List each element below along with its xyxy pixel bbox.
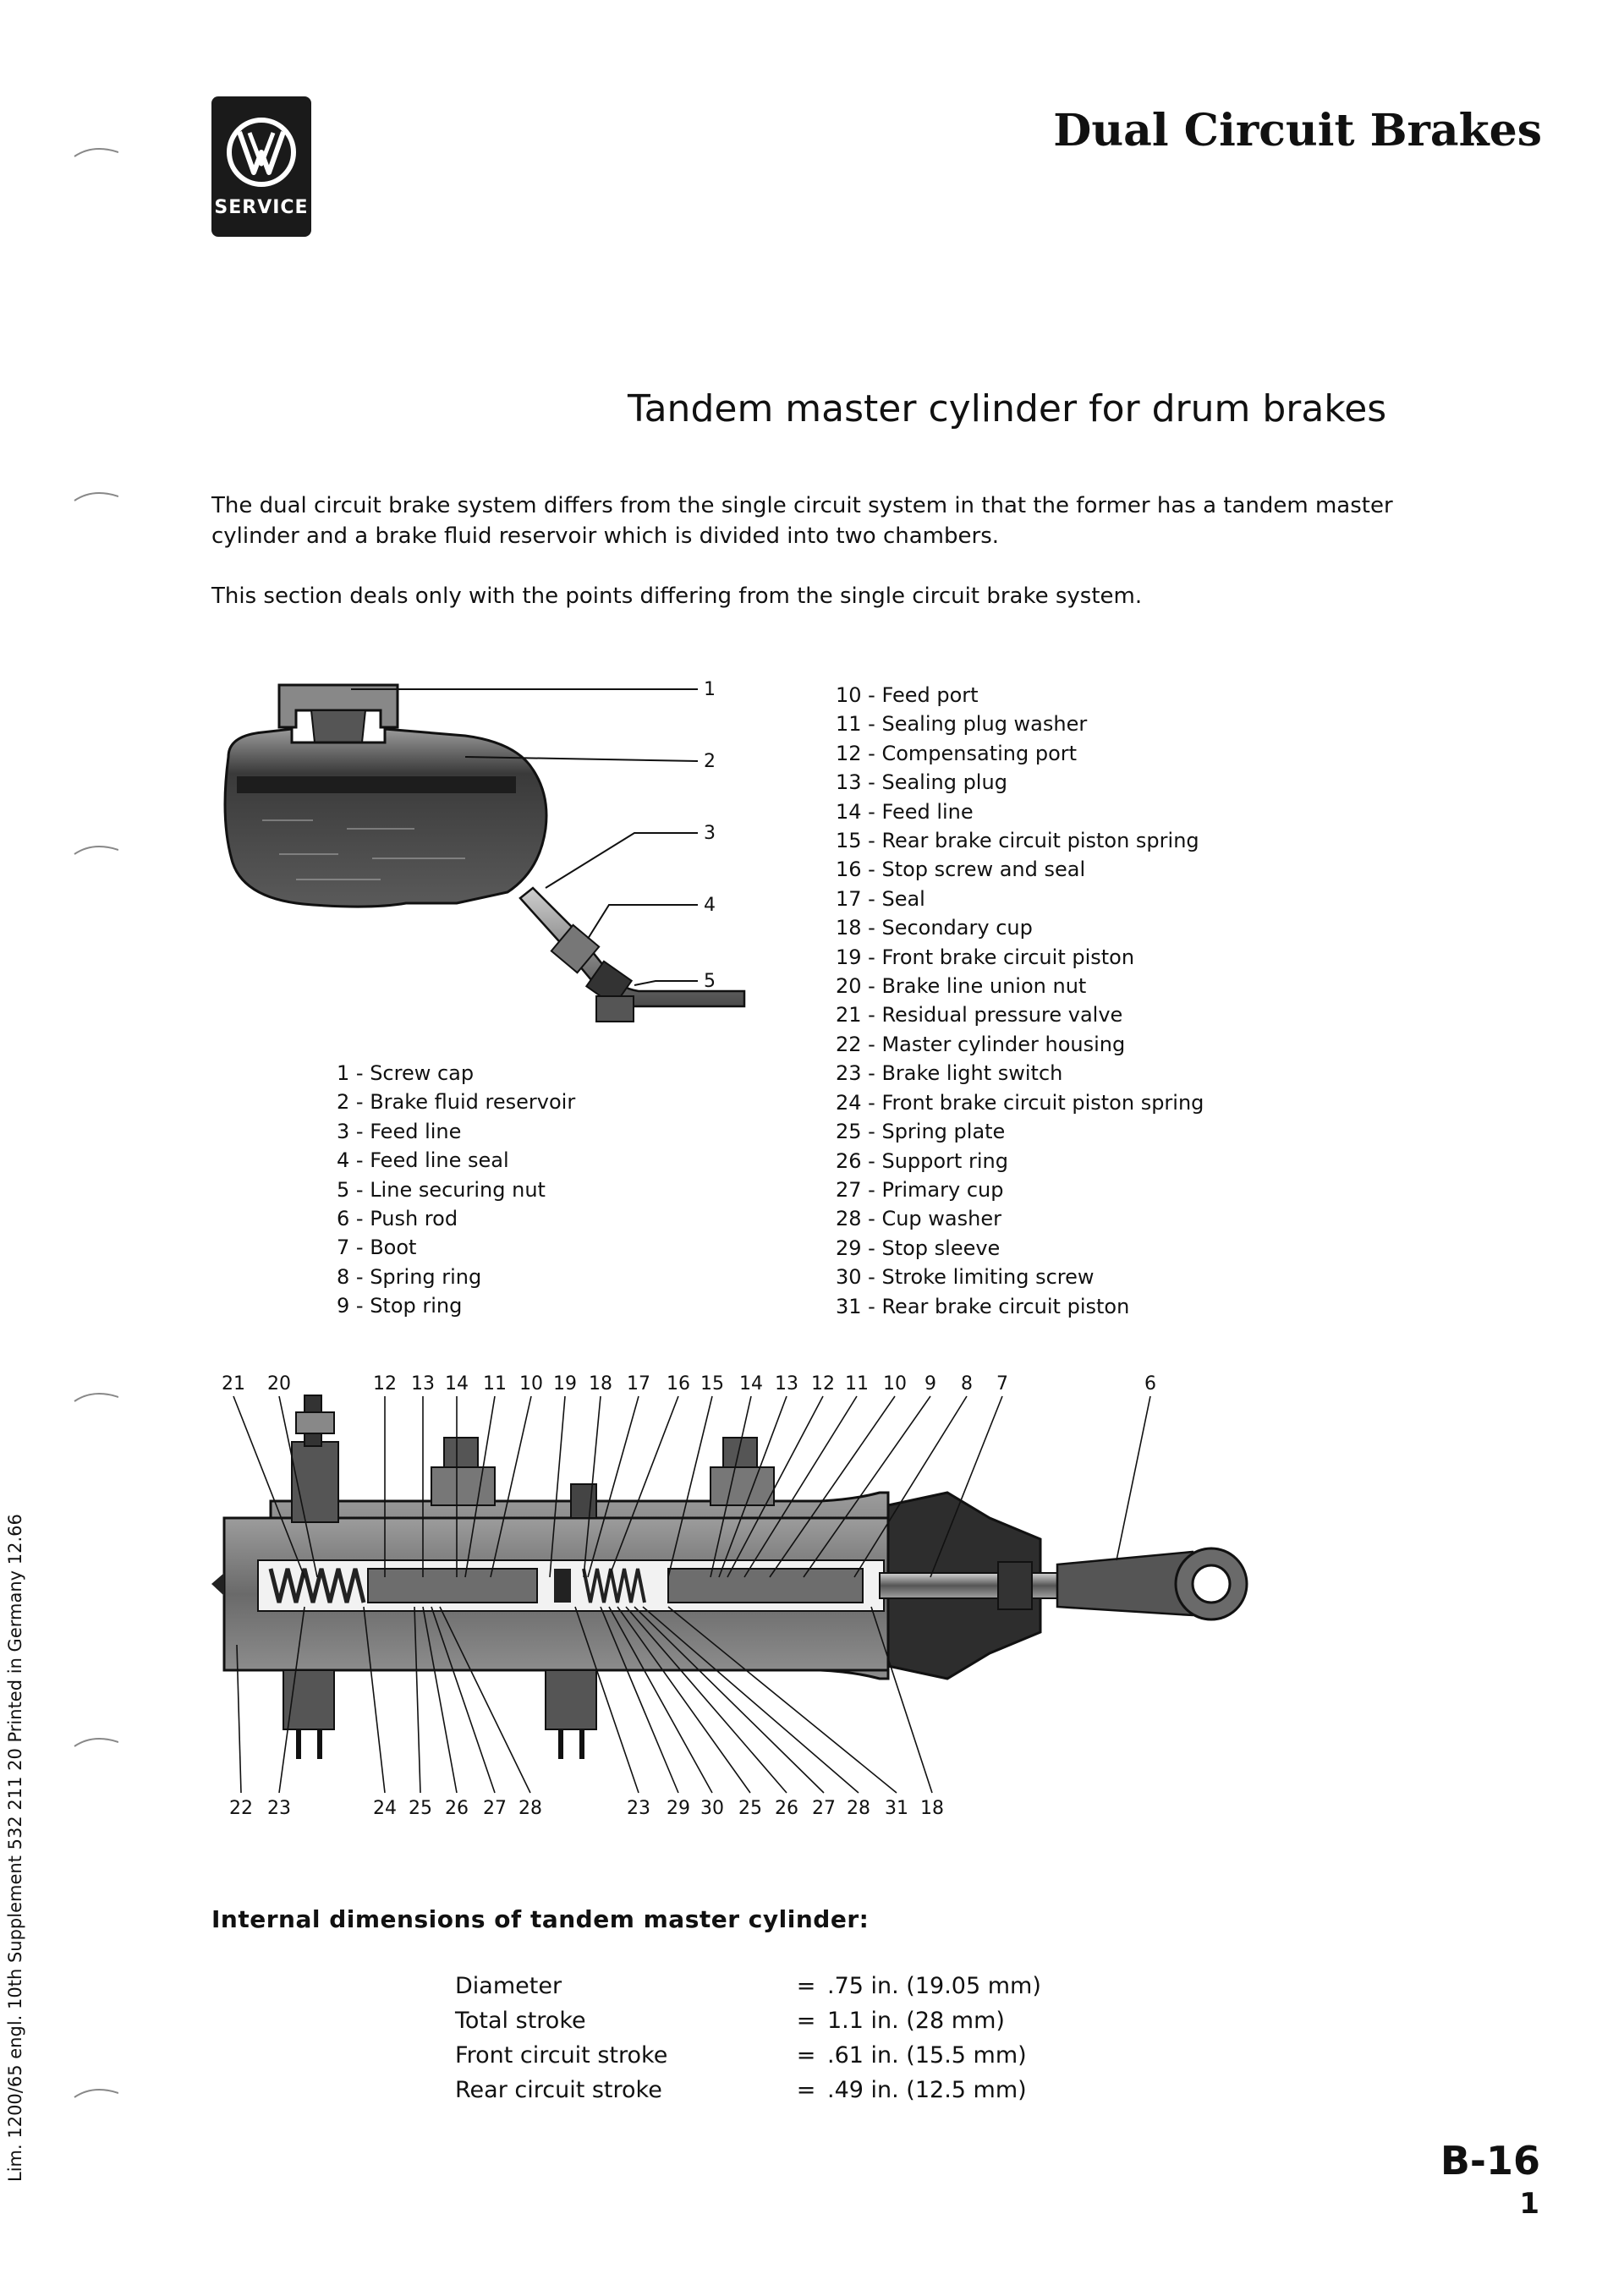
callout-5: 5	[704, 971, 716, 992]
dim-name: Front circuit stroke	[455, 2042, 668, 2069]
list-item: 19 - Front brake circuit piston	[836, 945, 1135, 969]
callout-top-21: 21	[222, 1373, 245, 1395]
callout-top-10: 10	[519, 1373, 543, 1395]
reservoir-diagram	[211, 677, 761, 1049]
callout-top-15: 15	[700, 1373, 724, 1395]
list-item: 7 - Boot	[337, 1236, 417, 1260]
callout-bottom-30: 30	[700, 1798, 724, 1819]
page-code: B-16	[1440, 2138, 1540, 2184]
logo-service-label: SERVICE	[214, 197, 309, 218]
callout-top-11: 11	[483, 1373, 507, 1395]
list-item: 20 - Brake line union nut	[836, 974, 1087, 999]
list-item: 28 - Cup washer	[836, 1207, 1001, 1231]
section-title: Tandem master cylinder for drum brakes	[628, 387, 1387, 430]
callout-top-14: 14	[445, 1373, 469, 1395]
callout-top-8: 8	[961, 1373, 973, 1395]
callout-bottom-24: 24	[373, 1798, 397, 1819]
dim-equals: =	[796, 2008, 816, 2034]
page-title: Dual Circuit Brakes	[1053, 105, 1542, 156]
list-item: 26 - Support ring	[836, 1148, 1008, 1173]
list-item: 3 - Feed line	[337, 1119, 462, 1143]
intro-paragraph: The dual circuit brake system differs from the single circuit system in that the former has a tandem master cylinder and a brake fluid reservoir which is divided into two chambers.	[211, 493, 1393, 549]
list-item: 17 - Seal	[836, 886, 925, 911]
list-item: 18 - Secondary cup	[836, 916, 1033, 940]
callout-bottom-18: 18	[920, 1798, 944, 1819]
callout-3: 3	[704, 823, 716, 844]
callout-top-16: 16	[667, 1373, 690, 1395]
callout-top-13: 13	[775, 1373, 798, 1395]
dim-equals: =	[796, 1973, 816, 1999]
page-number: 1	[1519, 2187, 1539, 2221]
callout-1: 1	[704, 679, 716, 700]
list-item: 27 - Primary cup	[836, 1177, 1004, 1202]
callout-top-9: 9	[924, 1373, 936, 1395]
vw-logo-icon	[211, 105, 311, 198]
callout-bottom-23: 23	[627, 1798, 650, 1819]
callout-bottom-22: 22	[229, 1798, 253, 1819]
list-item: 9 - Stop ring	[337, 1294, 463, 1318]
master-cylinder-diagram	[211, 1366, 1421, 1848]
callout-bottom-27: 27	[483, 1798, 507, 1819]
print-note: Lim. 1200/65 engl. 10th Supplement 532 211 20 Printed in Germany 12.66	[5, 1514, 25, 2182]
callout-top-11: 11	[845, 1373, 869, 1395]
callout-bottom-26: 26	[775, 1798, 798, 1819]
list-item: 4 - Feed line seal	[337, 1148, 509, 1173]
vw-service-logo	[211, 96, 311, 237]
list-item: 2 - Brake fluid reservoir	[337, 1090, 576, 1115]
callout-bottom-26: 26	[445, 1798, 469, 1819]
list-item: 10 - Feed port	[836, 683, 979, 707]
callout-top-17: 17	[627, 1373, 650, 1395]
list-item: 14 - Feed line	[836, 799, 974, 824]
dim-equals: =	[796, 2042, 816, 2069]
callout-top-18: 18	[589, 1373, 612, 1395]
dim-value: 1.1 in. (28 mm)	[827, 2008, 1005, 2034]
dim-value: .61 in. (15.5 mm)	[827, 2042, 1027, 2069]
callout-4: 4	[704, 895, 716, 916]
callout-bottom-28: 28	[847, 1798, 870, 1819]
brake-light-switch-front	[283, 1670, 334, 1729]
front-circuit-piston	[368, 1569, 537, 1603]
dim-name: Rear circuit stroke	[455, 2077, 662, 2103]
callout-top-20: 20	[267, 1373, 291, 1395]
dim-value: .75 in. (19.05 mm)	[827, 1973, 1041, 1999]
intro-note: This section deals only with the points differing from the single circuit brake system.	[211, 584, 1143, 609]
dim-name: Diameter	[455, 1973, 562, 1999]
list-item: 25 - Spring plate	[836, 1120, 1006, 1144]
callout-bottom-23: 23	[267, 1798, 291, 1819]
list-item: 29 - Stop sleeve	[836, 1236, 1001, 1260]
leader-line	[1116, 1396, 1150, 1560]
list-item: 15 - Rear brake circuit piston spring	[836, 829, 1199, 853]
dim-name: Total stroke	[455, 2008, 586, 2034]
list-item: 13 - Sealing plug	[836, 770, 1007, 795]
callout-bottom-25: 25	[738, 1798, 762, 1819]
list-item: 5 - Line securing nut	[337, 1177, 546, 1202]
dim-value: .49 in. (12.5 mm)	[827, 2077, 1027, 2103]
parts-list-left	[337, 1059, 575, 1321]
callout-top-12: 12	[373, 1373, 397, 1395]
residual-pressure-valve	[292, 1442, 338, 1522]
callout-bottom-29: 29	[667, 1798, 690, 1819]
list-item: 16 - Stop screw and seal	[836, 858, 1086, 882]
rear-circuit-piston	[668, 1569, 863, 1603]
list-item: 24 - Front brake circuit piston spring	[836, 1090, 1204, 1115]
table-row	[455, 2003, 1041, 2038]
dimensions-title: Internal dimensions of tandem master cylinder:	[211, 1905, 870, 1933]
list-item: 23 - Brake light switch	[836, 1061, 1063, 1086]
list-item: 12 - Compensating port	[836, 741, 1078, 765]
callout-top-14: 14	[739, 1373, 763, 1395]
table-row	[455, 1969, 1041, 2003]
list-item: 6 - Push rod	[337, 1207, 458, 1231]
table-row	[455, 2073, 1041, 2107]
callout-top-13: 13	[411, 1373, 435, 1395]
parts-list-right	[836, 681, 1204, 1321]
list-item: 1 - Screw cap	[337, 1061, 475, 1085]
list-item: 21 - Residual pressure valve	[836, 1003, 1123, 1027]
list-item: 31 - Rear brake circuit piston	[836, 1294, 1130, 1318]
table-row	[455, 2038, 1041, 2073]
list-item: 22 - Master cylinder housing	[836, 1032, 1126, 1056]
callout-bottom-28: 28	[518, 1798, 542, 1819]
callout-top-10: 10	[883, 1373, 907, 1395]
dimensions-table	[455, 1969, 1041, 2107]
brake-light-switch-rear	[546, 1670, 596, 1729]
list-item: 11 - Sealing plug washer	[836, 712, 1088, 737]
callout-top-7: 7	[996, 1373, 1008, 1395]
callout-bottom-27: 27	[812, 1798, 836, 1819]
dim-equals: =	[796, 2077, 816, 2103]
list-item: 8 - Spring ring	[337, 1264, 482, 1289]
callout-top-12: 12	[811, 1373, 835, 1395]
brake-fluid-reservoir	[225, 729, 546, 907]
list-item: 30 - Stroke limiting screw	[836, 1265, 1095, 1290]
callout-2: 2	[704, 751, 716, 772]
callout-top-6: 6	[1144, 1373, 1156, 1395]
callout-bottom-25: 25	[409, 1798, 432, 1819]
callout-bottom-31: 31	[885, 1798, 908, 1819]
callout-top-19: 19	[553, 1373, 577, 1395]
